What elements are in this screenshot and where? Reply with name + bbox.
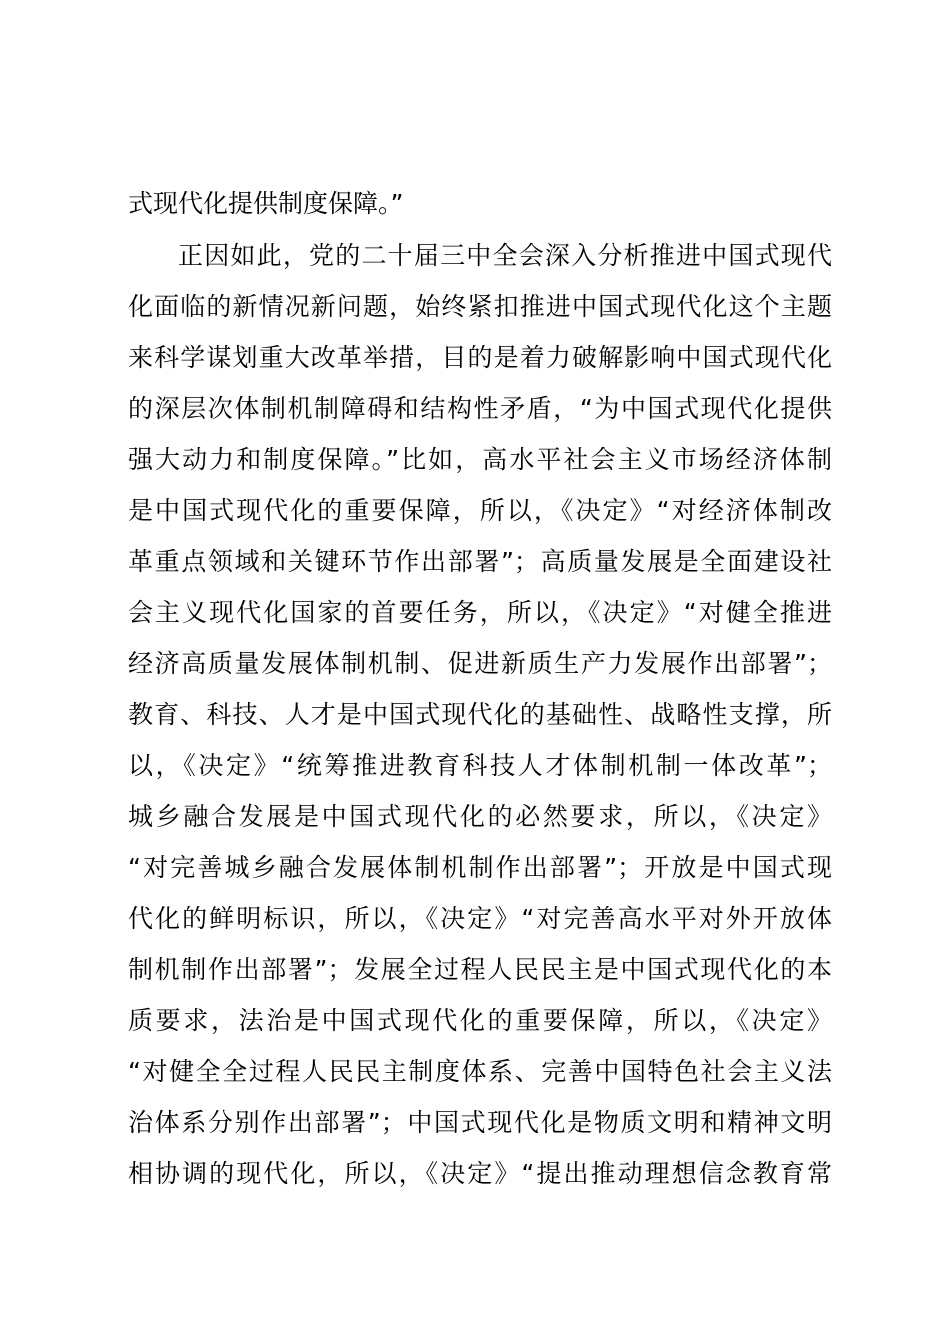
text-line: 来科学谋划重大改革举措，目的是着力破解影响中国式现代化 [128,343,832,372]
text-line: 的深层次体制机制障碍和结构性矛盾，“为中国式现代化提供 [128,394,832,423]
text-line: 相协调的现代化，所以，《决定》“提出推动理想信念教育常 [128,1159,832,1188]
text-line: “对健全全过程人民民主制度体系、完善中国特色社会主义法 [128,1057,832,1086]
text-line: 代化的鲜明标识，所以，《决定》“对完善高水平对外开放体 [128,904,832,933]
text-line: 制机制作出部署”；发展全过程人民民主是中国式现代化的本 [128,955,832,984]
text-line: 强大动力和制度保障。”比如，高水平社会主义市场经济体制 [128,445,832,474]
text-line-paragraph-start: 正因如此，党的二十届三中全会深入分析推进中国式现代 [178,241,832,270]
text-line: 教育、科技、人才是中国式现代化的基础性、战略性支撑，所 [128,700,832,729]
text-line: 城乡融合发展是中国式现代化的必然要求，所以，《决定》 [128,802,832,831]
text-line: 会主义现代化国家的首要任务，所以，《决定》“对健全推进 [128,598,832,627]
text-line: 质要求，法治是中国式现代化的重要保障，所以，《决定》 [128,1006,832,1035]
text-line: 经济高质量发展体制机制、促进新质生产力发展作出部署”； [128,649,832,678]
text-line-continuation: 式现代化提供制度保障。” [128,189,404,218]
text-line: 化面临的新情况新问题，始终紧扣推进中国式现代化这个主题 [128,292,832,321]
text-line: 以，《决定》“统筹推进教育科技人才体制机制一体改革”； [128,751,832,780]
text-line: “对完善城乡融合发展体制机制作出部署”；开放是中国式现 [128,853,832,882]
text-line: 治体系分别作出部署”；中国式现代化是物质文明和精神文明 [128,1108,832,1137]
text-line: 是中国式现代化的重要保障，所以，《决定》“对经济体制改 [128,496,832,525]
text-line: 革重点领域和关键环节作出部署”；高质量发展是全面建设社 [128,547,832,576]
